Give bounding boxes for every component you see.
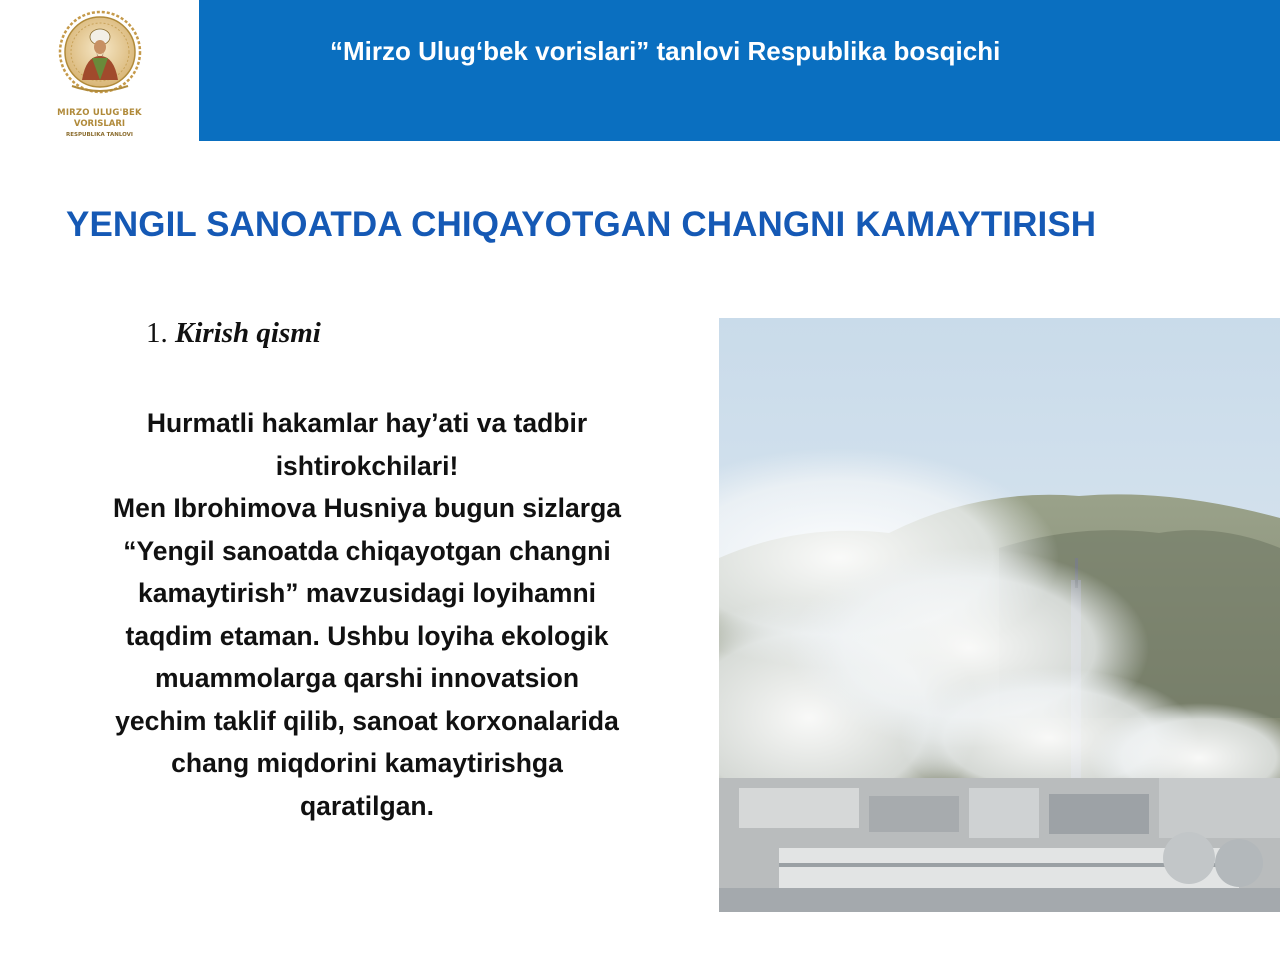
intro-line: Men Ibrohimova Husniya bugun sizlarga (113, 493, 621, 523)
section-number: 1. (146, 317, 168, 349)
logo-line3: RESPUBLIKA TANLOVI (66, 132, 133, 138)
intro-line: chang miqdorini kamaytirishga (171, 748, 563, 778)
intro-line: taqdim etaman. Ushbu loyiha ekologik (125, 620, 609, 651)
intro-paragraph (62, 402, 672, 827)
intro-line: yechim taklif qilib, sanoat korxonalarida (115, 705, 619, 736)
header-title: “Mirzo Ulug‘bek vorislari” tanlovi Respublika bosqichi (330, 36, 1001, 66)
intro-line: kamaytirish” mavzusidagi loyihamni (137, 578, 597, 608)
scholar-emblem-icon (58, 10, 142, 106)
logo-line1: MIRZO ULUG'BEK (57, 108, 142, 118)
intro-line: muammolarga qarshi innovatsion (154, 663, 580, 693)
section-label: Kirish qismi (175, 317, 321, 349)
industrial-smoke-photo (719, 318, 1280, 912)
intro-line: Hurmatli hakamlar hay’ati va tadbir (146, 408, 588, 438)
intro-line: “Yengil sanoatda chiqayotgan changni (123, 535, 611, 566)
slide-title: YENGIL SANOATDA CHIQAYOTGAN CHANGNI KAMAYTIRISH (66, 205, 1097, 244)
logo (0, 0, 199, 141)
logo-line2: VORISLARI (73, 119, 126, 129)
intro-line: qaratilgan. (299, 790, 434, 821)
intro-line: ishtirokchilari! (275, 450, 459, 481)
